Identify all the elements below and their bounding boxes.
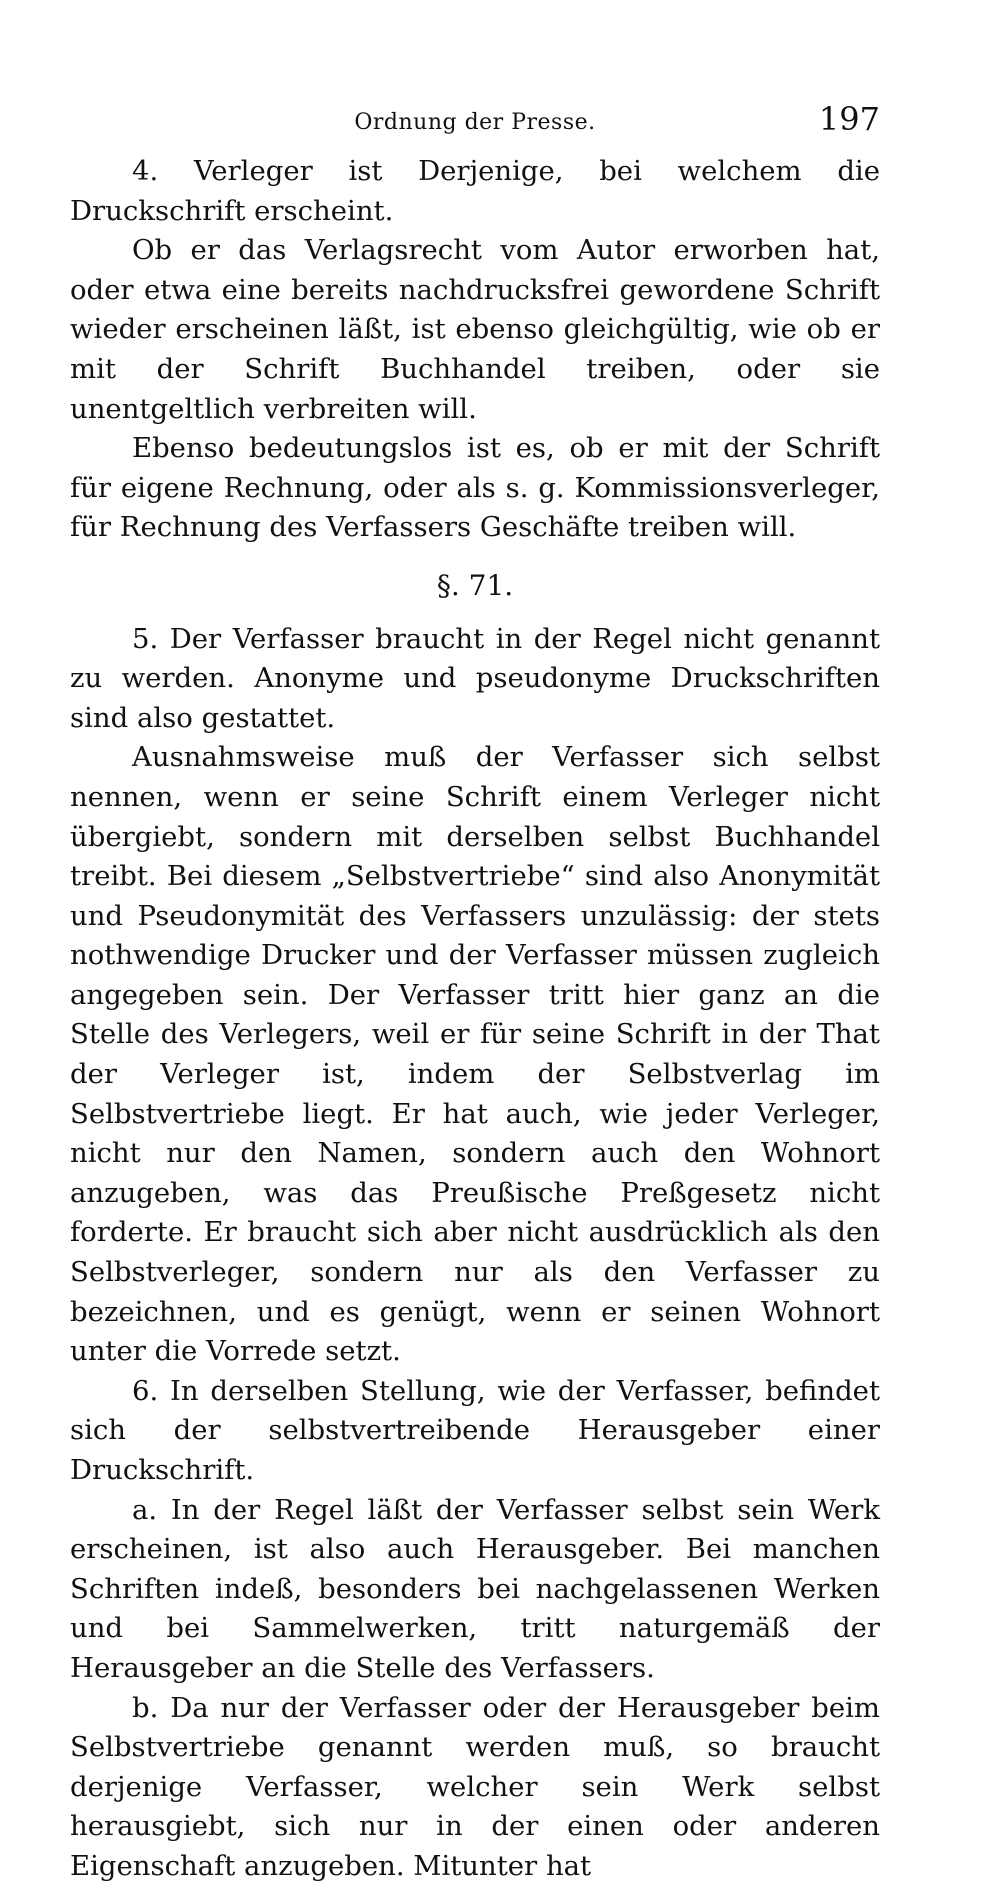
paragraph-kommissionsverleger: Ebenso bedeutungslos ist es, ob er mit der Schrift für eigene Rechnung, oder als s. g. Kommissionsverleger, für Rechnung des Verfassers Geschäfte treiben will. (70, 432, 880, 544)
paragraph-herausgeber: 6. In derselben Stellung, wie der Verfasser, befindet sich der selbstvertreibende Herausgeber einer Druckschrift. (70, 1374, 880, 1486)
paragraph-a: a. In der Regel läßt der Verfasser selbst sein Werk erscheinen, ist also auch Herausgeber. Bei manchen Schriften indeß, besonders bei nachgelassenen Werken und bei Sammelwerken, tritt naturgemäß der Herausgeber an die Stelle des Verfassers. (70, 1493, 880, 1684)
paragraph-verleger-definition: 4. Verleger ist Derjenige, bei welchem die Druckschrift erscheint. (70, 155, 880, 227)
paragraph-verfasser: 5. Der Verfasser braucht in der Regel nicht genannt zu werden. Anonyme und pseudonyme Druckschriften sind also gestattet. (70, 622, 880, 734)
page-number: 197 (818, 100, 880, 138)
paragraph-b: b. Da nur der Verfasser oder der Herausgeber beim Selbstvertriebe genannt werden muß, so braucht derjenige Verfasser, welcher sein Werk selbst herausgiebt, sich nur in der einen oder anderen Eigenschaft anzugeben. Mitunter hat (70, 1691, 880, 1882)
section-heading: §. 71. (436, 568, 514, 602)
running-head: Ordnung der Presse. (354, 110, 596, 135)
paragraph-verlagsrecht: Ob er das Verlagsrecht vom Autor erworben hat, oder etwa eine bereits nachdrucksfrei gewordene Schrift wieder erscheinen läßt, ist ebenso gleichgültig, wie ob er mit der Schrift Buchhandel treiben, oder sie unentgeltlich verbreiten will. (70, 234, 880, 425)
paragraph-ausnahmsweise: Ausnahmsweise muß der Verfasser sich selbst nennen, wenn er seine Schrift einem Verleger nicht übergiebt, sondern mit derselben selbst Buchhandel treibt. Bei diesem „Selbstvertriebe“ sind also Anonymität und Pseudonymität des Verfassers unzulässig: der stets nothwendige Drucker und der Verfasser müssen zugleich angegeben sein. Der Verfasser tritt hier ganz an die Stelle des Verlegers, weil er für seine Schrift in der That der Verleger ist, indem der Selbstverlag im Selbstvertriebe liegt. Er hat auch, wie jeder Verleger, nicht nur den Namen, sondern auch den Wohnort anzugeben, was das Preußische Preßgesetz nicht forderte. Er braucht sich aber nicht ausdrücklich als den Selbstverleger, sondern nur als den Verfasser zu bezeichnen, und es genügt, wenn er seinen Wohnort unter die Vorrede setzt. (70, 741, 880, 1368)
body-text (70, 152, 880, 1887)
page-header (70, 100, 880, 144)
